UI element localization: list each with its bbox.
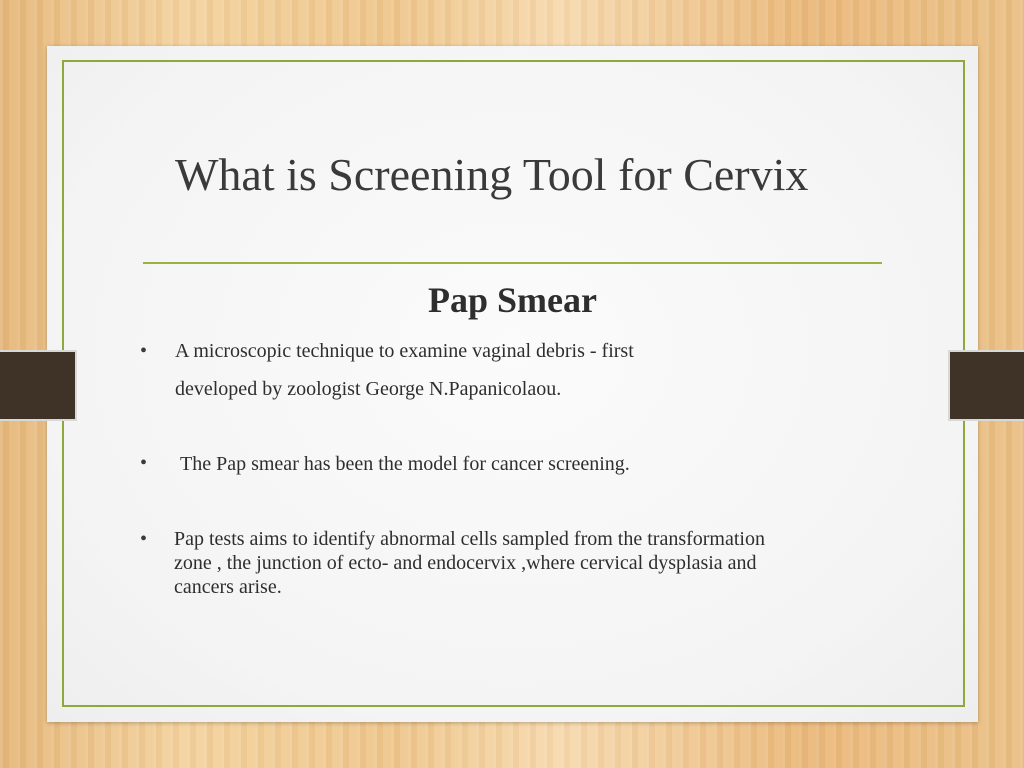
bullet-3-line-3: cancers arise.	[174, 576, 282, 598]
bullet-marker-1: •	[140, 340, 148, 362]
left-decor-tab	[0, 350, 77, 421]
slide-title: What is Screening Tool for Cervix	[175, 149, 809, 200]
bullet-1-line-2: developed by zoologist George N.Papanicolaou.	[175, 378, 562, 400]
slide-subtitle: Pap Smear	[428, 280, 597, 320]
bullet-3-line-1: Pap tests aims to identify abnormal cells sampled from the transformation	[174, 528, 765, 550]
bullet-2-line-1: The Pap smear has been the model for cancer screening.	[180, 453, 630, 475]
bullet-marker-3: •	[140, 528, 148, 550]
right-decor-tab	[948, 350, 1024, 421]
bullet-3-line-2: zone , the junction of ecto- and endocervix ,where cervical dysplasia and	[174, 552, 757, 574]
bullet-marker-2: •	[140, 452, 148, 474]
bullet-1-line-1: A microscopic technique to examine vaginal debris - first	[175, 340, 634, 362]
title-divider	[143, 262, 882, 264]
